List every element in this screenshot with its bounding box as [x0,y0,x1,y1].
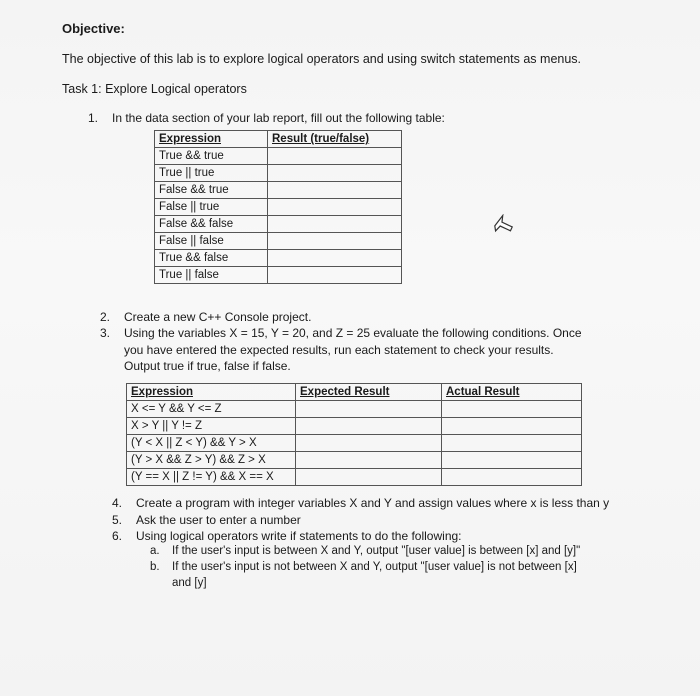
list-number: 5. [112,513,123,527]
list-text: Create a program with integer variables X and Y and assign values where x is less than y [136,496,610,510]
result-cell[interactable] [268,250,402,267]
table-row [127,401,582,418]
list-item [88,111,445,125]
expression-cell: X > Y || Y != Z [127,418,296,435]
table-row [127,452,582,469]
expected-cell[interactable] [296,401,442,418]
list-text: Using the variables X = 15, Y = 20, and Z = 25 evaluate the following conditions. Once [124,326,582,340]
objective-heading: Objective: [62,21,125,36]
list-item [112,513,301,527]
actual-cell[interactable] [442,401,582,418]
table-row [155,182,402,199]
list-text: In the data section of your lab report, fill out the following table: [112,111,445,125]
column-header: Expression [155,131,268,148]
sublist-continuation: and [y] [172,577,207,589]
result-cell[interactable] [268,165,402,182]
column-header-label: Expression [131,386,193,398]
result-cell[interactable] [268,199,402,216]
expression-cell: (Y == X || Z != Y) && X == X [127,469,296,486]
actual-cell[interactable] [442,435,582,452]
result-cell[interactable] [268,267,402,284]
table-row [127,469,582,486]
cropped-title [200,0,600,4]
expected-cell[interactable] [296,418,442,435]
list-text: Ask the user to enter a number [136,513,301,527]
table-row [155,233,402,250]
column-header: Result (true/false) [268,131,402,148]
conditions-table [126,383,582,486]
objective-text: The objective of this lab is to explore logical operators and using switch statements as menus. [62,52,582,66]
task-heading: Task 1: Explore Logical operators [62,82,247,96]
sublist-letter: a. [150,545,160,557]
expected-cell[interactable] [296,469,442,486]
column-header-label: Expected Result [300,386,390,398]
expression-cell: True || false [155,267,268,284]
expression-cell: False || false [155,233,268,250]
column-header [127,384,296,401]
list-number: 4. [112,496,123,510]
list-number: 1. [88,111,99,125]
result-cell[interactable] [268,216,402,233]
list-item [100,326,582,340]
list-number: 6. [112,529,123,543]
table-header-row [127,384,582,401]
table-row [155,267,402,284]
table-row [155,250,402,267]
list-item [100,310,311,324]
logic-table [154,130,402,284]
actual-cell[interactable] [442,452,582,469]
mouse-cursor-icon [492,214,514,236]
sublist-letter: b. [150,561,160,573]
expected-cell[interactable] [296,435,442,452]
table-row [155,216,402,233]
list-item [112,496,609,510]
sublist-text: If the user's input is between X and Y, output "[user value] is between [x] and [y]" [172,545,581,557]
expression-cell: X <= Y && Y <= Z [127,401,296,418]
column-header [442,384,582,401]
table-header-row [155,131,402,148]
list-item [112,529,462,543]
list-continuation: you have entered the expected results, run each statement to check your results. [124,343,554,357]
table-row [155,165,402,182]
list-text: Using logical operators write if statements to do the following: [136,529,462,543]
table-row [127,435,582,452]
sublist-item [150,561,577,573]
table-row [155,148,402,165]
sublist-item [150,545,580,557]
list-number: 3. [100,326,111,340]
list-continuation: Output true if true, false if false. [124,359,291,373]
table-row [127,418,582,435]
expression-cell: True && false [155,250,268,267]
list-number: 2. [100,310,111,324]
actual-cell[interactable] [442,418,582,435]
expression-cell: False && false [155,216,268,233]
table-row [155,199,402,216]
expression-cell: False && true [155,182,268,199]
expression-cell: (Y > X && Z > Y) && Z > X [127,452,296,469]
expected-cell[interactable] [296,452,442,469]
expression-cell: False || true [155,199,268,216]
expression-cell: True && true [155,148,268,165]
result-cell[interactable] [268,148,402,165]
expression-cell: (Y < X || Z < Y) && Y > X [127,435,296,452]
list-text: Create a new C++ Console project. [124,310,312,324]
sublist-text: If the user's input is not between X and Y, output "[user value] is not between [x] [172,561,577,573]
column-header [296,384,442,401]
column-header-label: Actual Result [446,386,520,398]
actual-cell[interactable] [442,469,582,486]
result-cell[interactable] [268,233,402,250]
expression-cell: True || true [155,165,268,182]
result-cell[interactable] [268,182,402,199]
